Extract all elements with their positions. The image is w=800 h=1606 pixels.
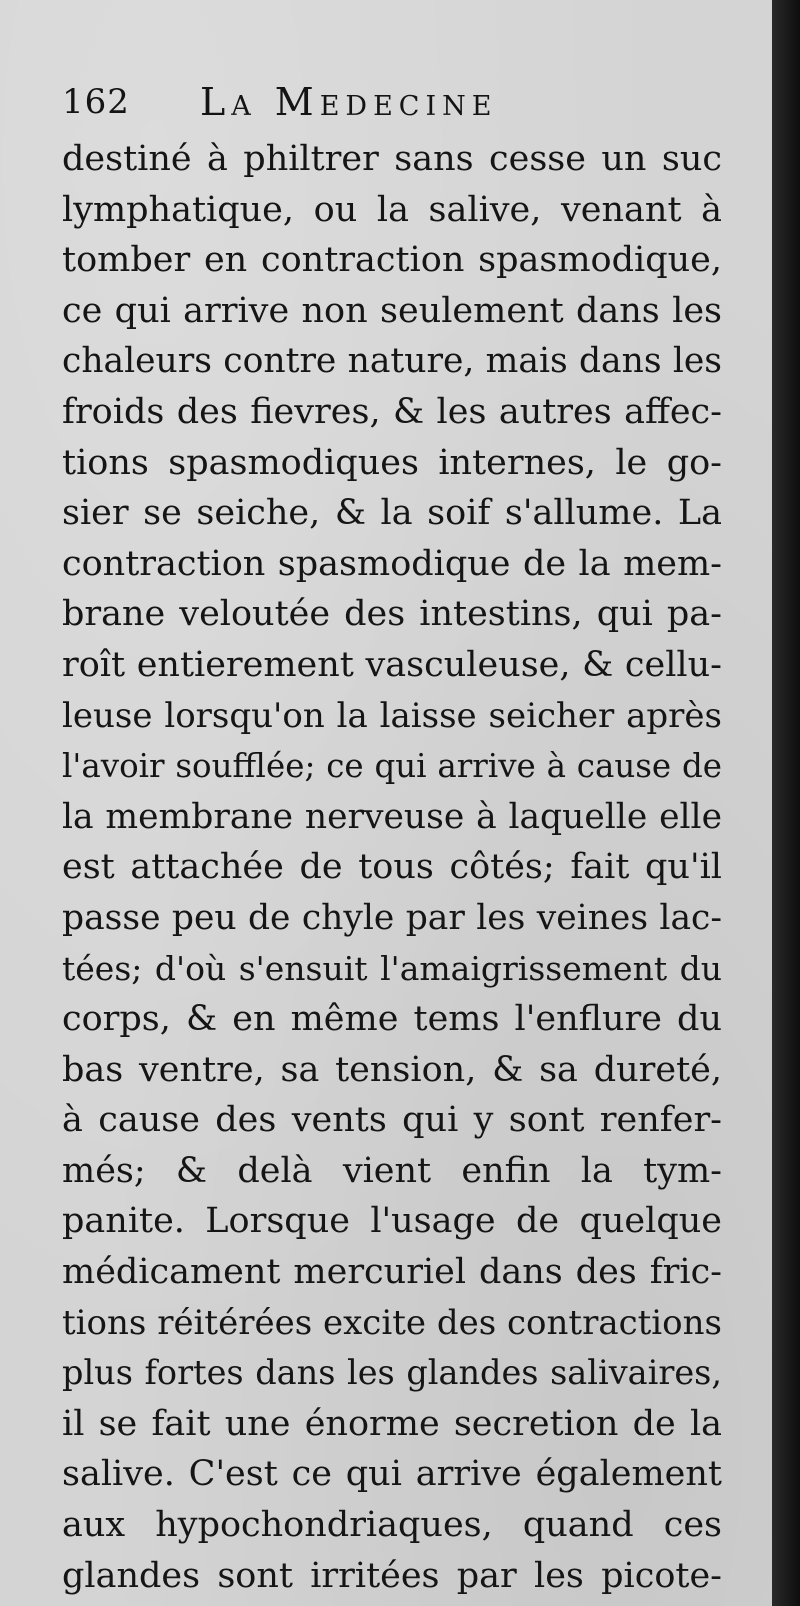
text-line: l'avoir soufflée; ce qui arrive à cause de (62, 747, 722, 786)
text-line: sier se seiche, & la soif s'allume. La (62, 493, 722, 534)
text-line: panite. Lorsque l'usage de quelque (62, 1201, 722, 1242)
page-header (62, 80, 722, 130)
text-line: est attachée de tous côtés; fait qu'il (62, 847, 722, 888)
text-line: à cause des vents qui y sont renfer- (62, 1100, 722, 1141)
text-line: passe peu de chyle par les veines lac- (62, 897, 722, 938)
text-line: leuse lorsqu'on la laisse seicher après (62, 695, 722, 736)
body-text (62, 134, 722, 1601)
text-line: tions réitérées excite des contractions (62, 1302, 722, 1343)
text-line: plus fortes dans les glandes salivaires, (62, 1353, 722, 1393)
text-line: la membrane nerveuse à laquelle elle (62, 796, 722, 837)
text-line: médicament mercuriel dans des fric- (62, 1252, 722, 1293)
text-line: roît entierement vasculeuse, & cellu- (62, 644, 722, 685)
text-line: aux hypochondriaques, quand ces (62, 1505, 722, 1546)
text-line: salive. C'est ce qui arrive également (62, 1454, 722, 1495)
text-line: ce qui arrive non seulement dans les (62, 290, 722, 331)
text-line: tomber en contraction spasmodique, (62, 240, 722, 281)
text-line: froids des fievres, & les autres affec- (62, 391, 722, 432)
page-number: 162 (62, 82, 130, 122)
text-line: il se fait une énorme secretion de la (62, 1403, 722, 1444)
text-line: contraction spasmodique de la mem- (62, 543, 722, 584)
text-line: bas ventre, sa tension, & sa dureté, (62, 1049, 722, 1090)
text-line: corps, & en même tems l'enflure du (62, 999, 722, 1040)
text-line: lymphatique, ou la salive, venant à (62, 189, 722, 230)
text-line: destiné à philtrer sans cesse un suc (62, 139, 722, 179)
text-line: brane veloutée des intestins, qui pa- (62, 594, 722, 635)
text-line: tions spasmodiques internes, le go- (62, 442, 722, 483)
running-head: La Medecine (200, 80, 498, 124)
page-edge-shadow (772, 0, 800, 1606)
text-line: tées; d'où s'ensuit l'amaigrissement du (62, 948, 722, 988)
text-line: més; & delà vient enfin la tym- (62, 1150, 722, 1191)
text-line: glandes sont irritées par les picote- (62, 1555, 722, 1596)
text-line: chaleurs contre nature, mais dans les (62, 341, 722, 382)
